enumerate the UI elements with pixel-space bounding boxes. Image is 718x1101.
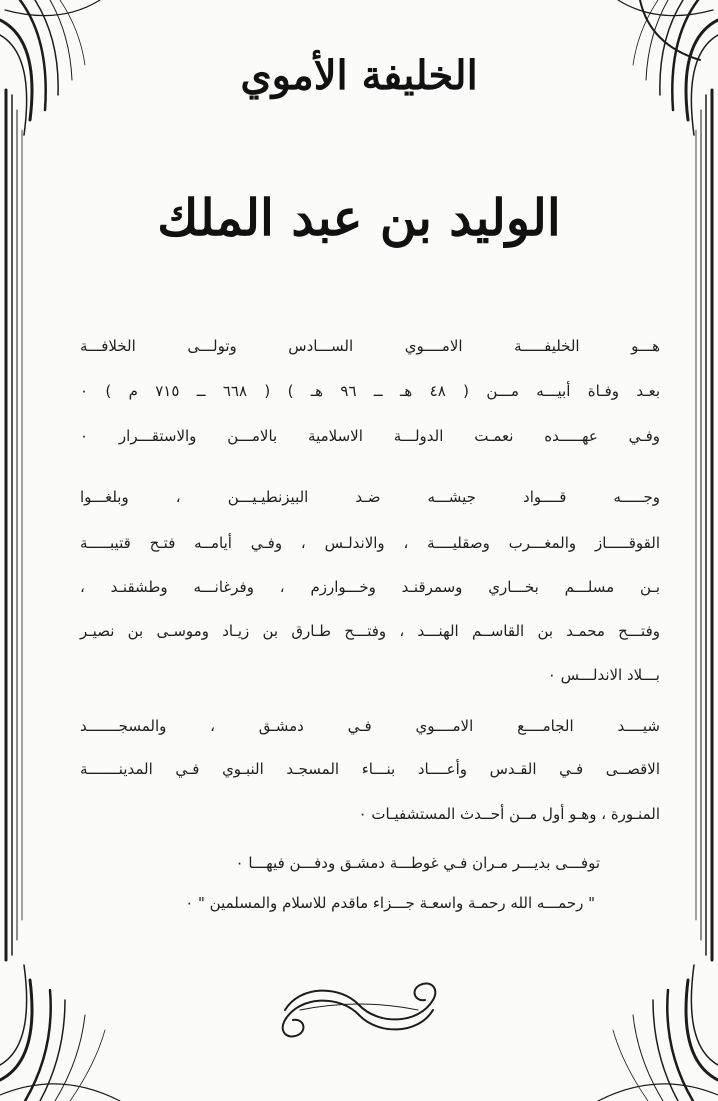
text-line-7: وفتـــح محمـد بن القاســم الهنـــد ، وفتـــح طـارق بن زيـاد وموسـى بن نصيـر (80, 622, 660, 640)
text-line-13: " رحمـــه الله رحمـة واسعـة جـــزاء ماقدم للاسلام والمسلمين " ٠ (185, 894, 595, 912)
text-line-11: المنـورة ، وهـو أول مــن أحــدث المستشفيـات ٠ (358, 805, 660, 823)
text-line-3: وفـي عهـــــده نعمـت الدولـــة الاسلامية بالامـــن والاستقـــرار ٠ (80, 427, 660, 445)
page-title: الخليفة الأموي (240, 52, 478, 99)
caliph-name-heading: الوليد بن عبد الملك (157, 188, 561, 247)
text-line-12: توفـــى بديـــر مـران فـي غوطـــة دمشـق ودفـــن فيهـــا ٠ (235, 854, 600, 872)
text-line-6: بـن مسلـــم بخـــاري وسمرقنـد وخـــوارزم ، وفرغانـــه وطشقنـد ، (80, 578, 660, 596)
text-line-5: القوقـــــاز والمغـــرب وصقليــــة ، والاندلـس ، وفـي أيامــه فتـح قتيبـــــة (80, 534, 660, 552)
text-line-8: بـــلاد الاندلـــس ٠ (547, 666, 660, 684)
text-line-10: الاقصــى فـي القـدس وأعــــاد بنـــاء المسجـد النبـوي فـي المدينـــــــة (80, 760, 660, 778)
text-line-9: شيــــد الجامــــع الامــــوي فـي دمشـق ، والمسجـــــــد (80, 717, 660, 735)
text-line-1: هـــو الخليفـــــة الامــــوي الســـادس وتولـــى الخلافـــة (80, 337, 660, 355)
text-line-2: بعـد وفـاة أبيـــه مـــن ( ٤٨ هـ ــ ٩٦ هـ ) ( ٦٦٨ ــ ٧١٥ م ) ٠ (80, 382, 660, 400)
text-line-4: وجـــــه قــــواد جيشـــه ضـد البيزنطيـيـــن ، وبلغـــوا (80, 488, 660, 506)
document-page (38, 0, 680, 1101)
